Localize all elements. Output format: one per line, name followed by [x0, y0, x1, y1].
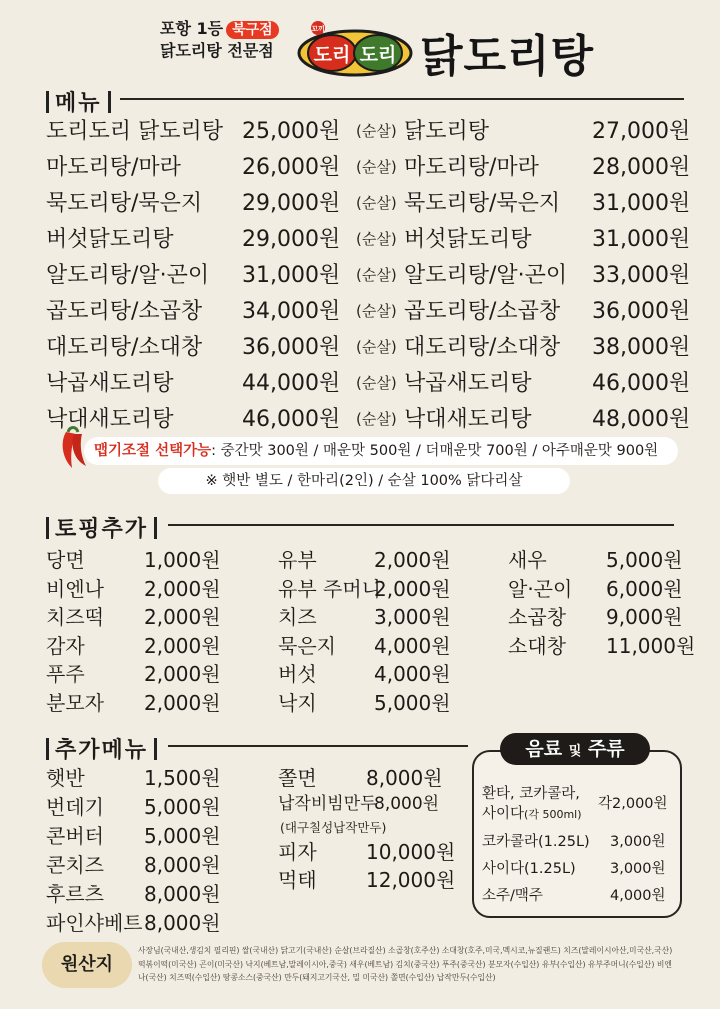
item-price: 5,000원 [374, 690, 451, 715]
item-price: 4,000원 [374, 662, 451, 686]
drink-soda-price: 각2,000원 [598, 796, 668, 812]
branch-badge: 북구점 [226, 21, 279, 39]
brand-tagline [160, 18, 290, 62]
drink-soda-line2: 사이다(각 500ml) [482, 806, 582, 822]
boneless-tag: (순살) [356, 158, 397, 176]
menu-item-name: 버섯닭도리탕 [46, 227, 174, 252]
drink-name: 사이다(1.25L) [482, 861, 576, 877]
menu-item-name: 낙곱새도리탕 [46, 371, 174, 396]
divider-bar [108, 91, 111, 113]
item-price: 2,000원 [144, 662, 221, 686]
section-divider [168, 524, 674, 526]
logo-text-right: 도리 [359, 44, 397, 66]
menu-item-name: 묵도리탕/묵은지 [46, 191, 203, 216]
divider-bar [154, 738, 157, 760]
item-name: 콘버터 [46, 824, 104, 848]
boneless-tag: (순살) [356, 338, 397, 356]
boneless-item-price: 33,000원 [592, 263, 691, 288]
menu-section-title: 메뉴 [40, 86, 117, 117]
menu-item-price: 46,000원 [242, 407, 341, 432]
boneless-tag: (순살) [356, 230, 397, 248]
item-price: 4,000원 [374, 633, 451, 658]
origin-label: 원산지 [42, 942, 132, 988]
item-name: 묵은지 [278, 633, 336, 658]
menu-item-price: 44,000원 [242, 371, 341, 396]
extras-section-title: 추가메뉴 [40, 733, 163, 764]
drink-price: 3,000원 [610, 834, 666, 850]
item-price: 1,500원 [144, 766, 221, 790]
item-price: 10,000원 [366, 840, 456, 864]
item-name: 푸주 [46, 662, 85, 686]
brand-name: 닭도리탕 [420, 31, 595, 82]
menu-item-name: 도리도리 닭도리탕 [46, 119, 224, 144]
item-price: 9,000원 [606, 605, 683, 629]
boneless-item-name: 묵도리탕/묵은지 [404, 191, 561, 216]
boneless-item-name: 곱도리탕/소곱창 [404, 299, 561, 324]
drink-soda-line1: 환타, 코카콜라, [482, 786, 580, 802]
menu-item-price: 29,000원 [242, 227, 341, 252]
menu-note: ※ 햇반 별도 / 한마리(2인) / 순살 100% 닭다리살 [158, 468, 570, 494]
item-price: 5,000원 [606, 548, 683, 572]
brand-logo [296, 20, 414, 78]
item-price: 2,000원 [374, 548, 451, 572]
tagline-prefix: 포항 1등 [160, 19, 224, 38]
item-name: 번데기 [46, 795, 104, 819]
section-divider [120, 98, 684, 100]
boneless-item-name: 알도리탕/알·곤이 [404, 263, 568, 288]
item-price: 1,000원 [144, 548, 221, 572]
item-name: 소대창 [508, 633, 566, 658]
item-name: 소곱창 [508, 605, 566, 629]
toppings-section-title: 토핑추가 [40, 512, 163, 543]
menu-item-price: 29,000원 [242, 191, 341, 216]
boneless-item-name: 대도리탕/소대창 [404, 335, 561, 360]
item-price: 6,000원 [606, 576, 683, 601]
drinks-title: 음료 및 주류 [500, 733, 650, 765]
spicy-options: : 중간맛 300원 / 매운맛 500원 / 더매운맛 700원 / 아주매운맛 900원 [211, 443, 659, 459]
item-price: 8,000원 [366, 766, 443, 790]
item-price: 8,000원 [144, 853, 221, 877]
boneless-tag: (순살) [356, 122, 397, 140]
menu-item-price: 25,000원 [242, 119, 341, 144]
boneless-tag: (순살) [356, 302, 397, 320]
origin-details: 사장님(국내산,생김치 필리핀) 쌀(국내산) 닭고기(국내산) 순살(브라질산) 소곱창(호주산) 소대창(호주,미국,멕시코,뉴질랜드) 치즈(말레이시아산,미국산,국산) 떡볶이떡(미국산) 곤이(미국산) 낙지(베트남,말레이시아,중국) 새우(베트남) 김치(중국산) 푸주(중국산) 분모자(수입산) 유부(수입산) 유부주머니(수입산) 비엔나(국산) 치즈떡(수입산) 땅콩소스(중국산) 만두(돼지고기국산, 밀 미국산) 쫄면(수입산) 납작만두(수입산) [138, 946, 673, 982]
boneless-item-price: 36,000원 [592, 299, 691, 324]
item-name: 납작비빔만두 [278, 794, 377, 814]
menu-item-name: 낙대새도리탕 [46, 407, 174, 432]
menu-row [46, 402, 691, 436]
menu-item-name: 곱도리탕/소곱창 [46, 299, 203, 324]
boneless-item-price: 27,000원 [592, 119, 691, 144]
item-price: 5,000원 [144, 824, 221, 848]
boneless-item-name: 버섯닭도리탕 [404, 227, 532, 252]
item-name: 감자 [46, 633, 85, 658]
drink-price: 3,000원 [610, 861, 666, 877]
tagline-line2: 닭도리탕 전문점 [160, 41, 274, 60]
boneless-item-name: 낙대새도리탕 [404, 407, 532, 432]
item-name: 먹태 [278, 868, 317, 892]
divider-bar [46, 738, 49, 760]
item-name: 치즈 [278, 605, 317, 629]
boneless-item-price: 46,000원 [592, 371, 691, 396]
logo-text-left: 도리 [313, 44, 351, 66]
extra-sub-note: (대구칠성납작만두) [280, 820, 387, 835]
item-price: 2,000원 [144, 690, 221, 715]
boneless-item-name: 닭도리탕 [404, 119, 490, 144]
item-name: 당면 [46, 548, 85, 572]
item-name: 분모자 [46, 690, 104, 715]
menu-item-price: 36,000원 [242, 335, 341, 360]
item-name: 피자 [278, 840, 317, 864]
boneless-item-price: 38,000원 [592, 335, 691, 360]
item-price: 11,000원 [606, 633, 696, 658]
item-name: 비엔나 [46, 576, 104, 601]
item-name: 후르츠 [46, 882, 104, 906]
menu-item-price: 34,000원 [242, 299, 341, 324]
item-price: 2,000원 [144, 576, 221, 601]
boneless-item-name: 마도리탕/마라 [404, 155, 539, 180]
item-name: 유부 [278, 548, 317, 572]
menu-row [46, 258, 691, 292]
boneless-tag: (순살) [356, 410, 397, 428]
menu-row [46, 150, 691, 184]
boneless-item-price: 28,000원 [592, 155, 691, 180]
item-price: 2,000원 [144, 633, 221, 658]
menu-item-name: 알도리탕/알·곤이 [46, 263, 210, 288]
menu-row [46, 294, 691, 328]
drink-name: 코카콜라(1.25L) [482, 834, 590, 850]
menu-item-name: 마도리탕/마라 [46, 155, 181, 180]
item-price: 8,000원 [374, 794, 440, 814]
item-price: 8,000원 [144, 911, 221, 935]
menu-row [46, 186, 691, 220]
boneless-tag: (순살) [356, 194, 397, 212]
section-divider [168, 745, 468, 747]
boneless-item-price: 48,000원 [592, 407, 691, 432]
menu-item-price: 26,000원 [242, 155, 341, 180]
boneless-tag: (순살) [356, 374, 397, 392]
spicy-level-info [84, 437, 678, 465]
drink-price: 4,000원 [610, 888, 666, 904]
divider-bar [46, 91, 49, 113]
item-name: 새우 [508, 548, 547, 572]
boneless-item-name: 낙곱새도리탕 [404, 371, 532, 396]
item-price: 3,000원 [374, 605, 451, 629]
menu-row [46, 366, 691, 400]
item-name: 버섯 [278, 662, 317, 686]
item-price: 5,000원 [144, 795, 221, 819]
item-price: 2,000원 [144, 605, 221, 629]
item-price: 2,000원 [374, 576, 451, 601]
item-name: 유부 주머니 [278, 576, 381, 601]
item-name: 알·곤이 [508, 576, 573, 601]
spicy-label: 맵기조절 선택가능 [94, 443, 212, 459]
divider-bar [46, 517, 49, 539]
menu-item-price: 31,000원 [242, 263, 341, 288]
menu-row [46, 330, 691, 364]
item-name: 치즈떡 [46, 605, 104, 629]
boneless-tag: (순살) [356, 266, 397, 284]
menu-item-name: 대도리탕/소대창 [46, 335, 203, 360]
boneless-item-price: 31,000원 [592, 191, 691, 216]
item-name: 쫄면 [278, 766, 317, 790]
menu-row [46, 222, 691, 256]
item-name: 콘치즈 [46, 853, 104, 877]
boneless-item-price: 31,000원 [592, 227, 691, 252]
drink-name: 소주/맥주 [482, 888, 543, 904]
item-price: 8,000원 [144, 882, 221, 906]
item-price: 12,000원 [366, 868, 456, 892]
item-name: 파인샤베트 [46, 911, 143, 935]
item-name: 낙지 [278, 690, 317, 715]
divider-bar [154, 517, 157, 539]
item-name: 햇반 [46, 766, 85, 790]
logo-top-text: 꼬끼 [311, 25, 325, 33]
menu-row [46, 114, 691, 148]
